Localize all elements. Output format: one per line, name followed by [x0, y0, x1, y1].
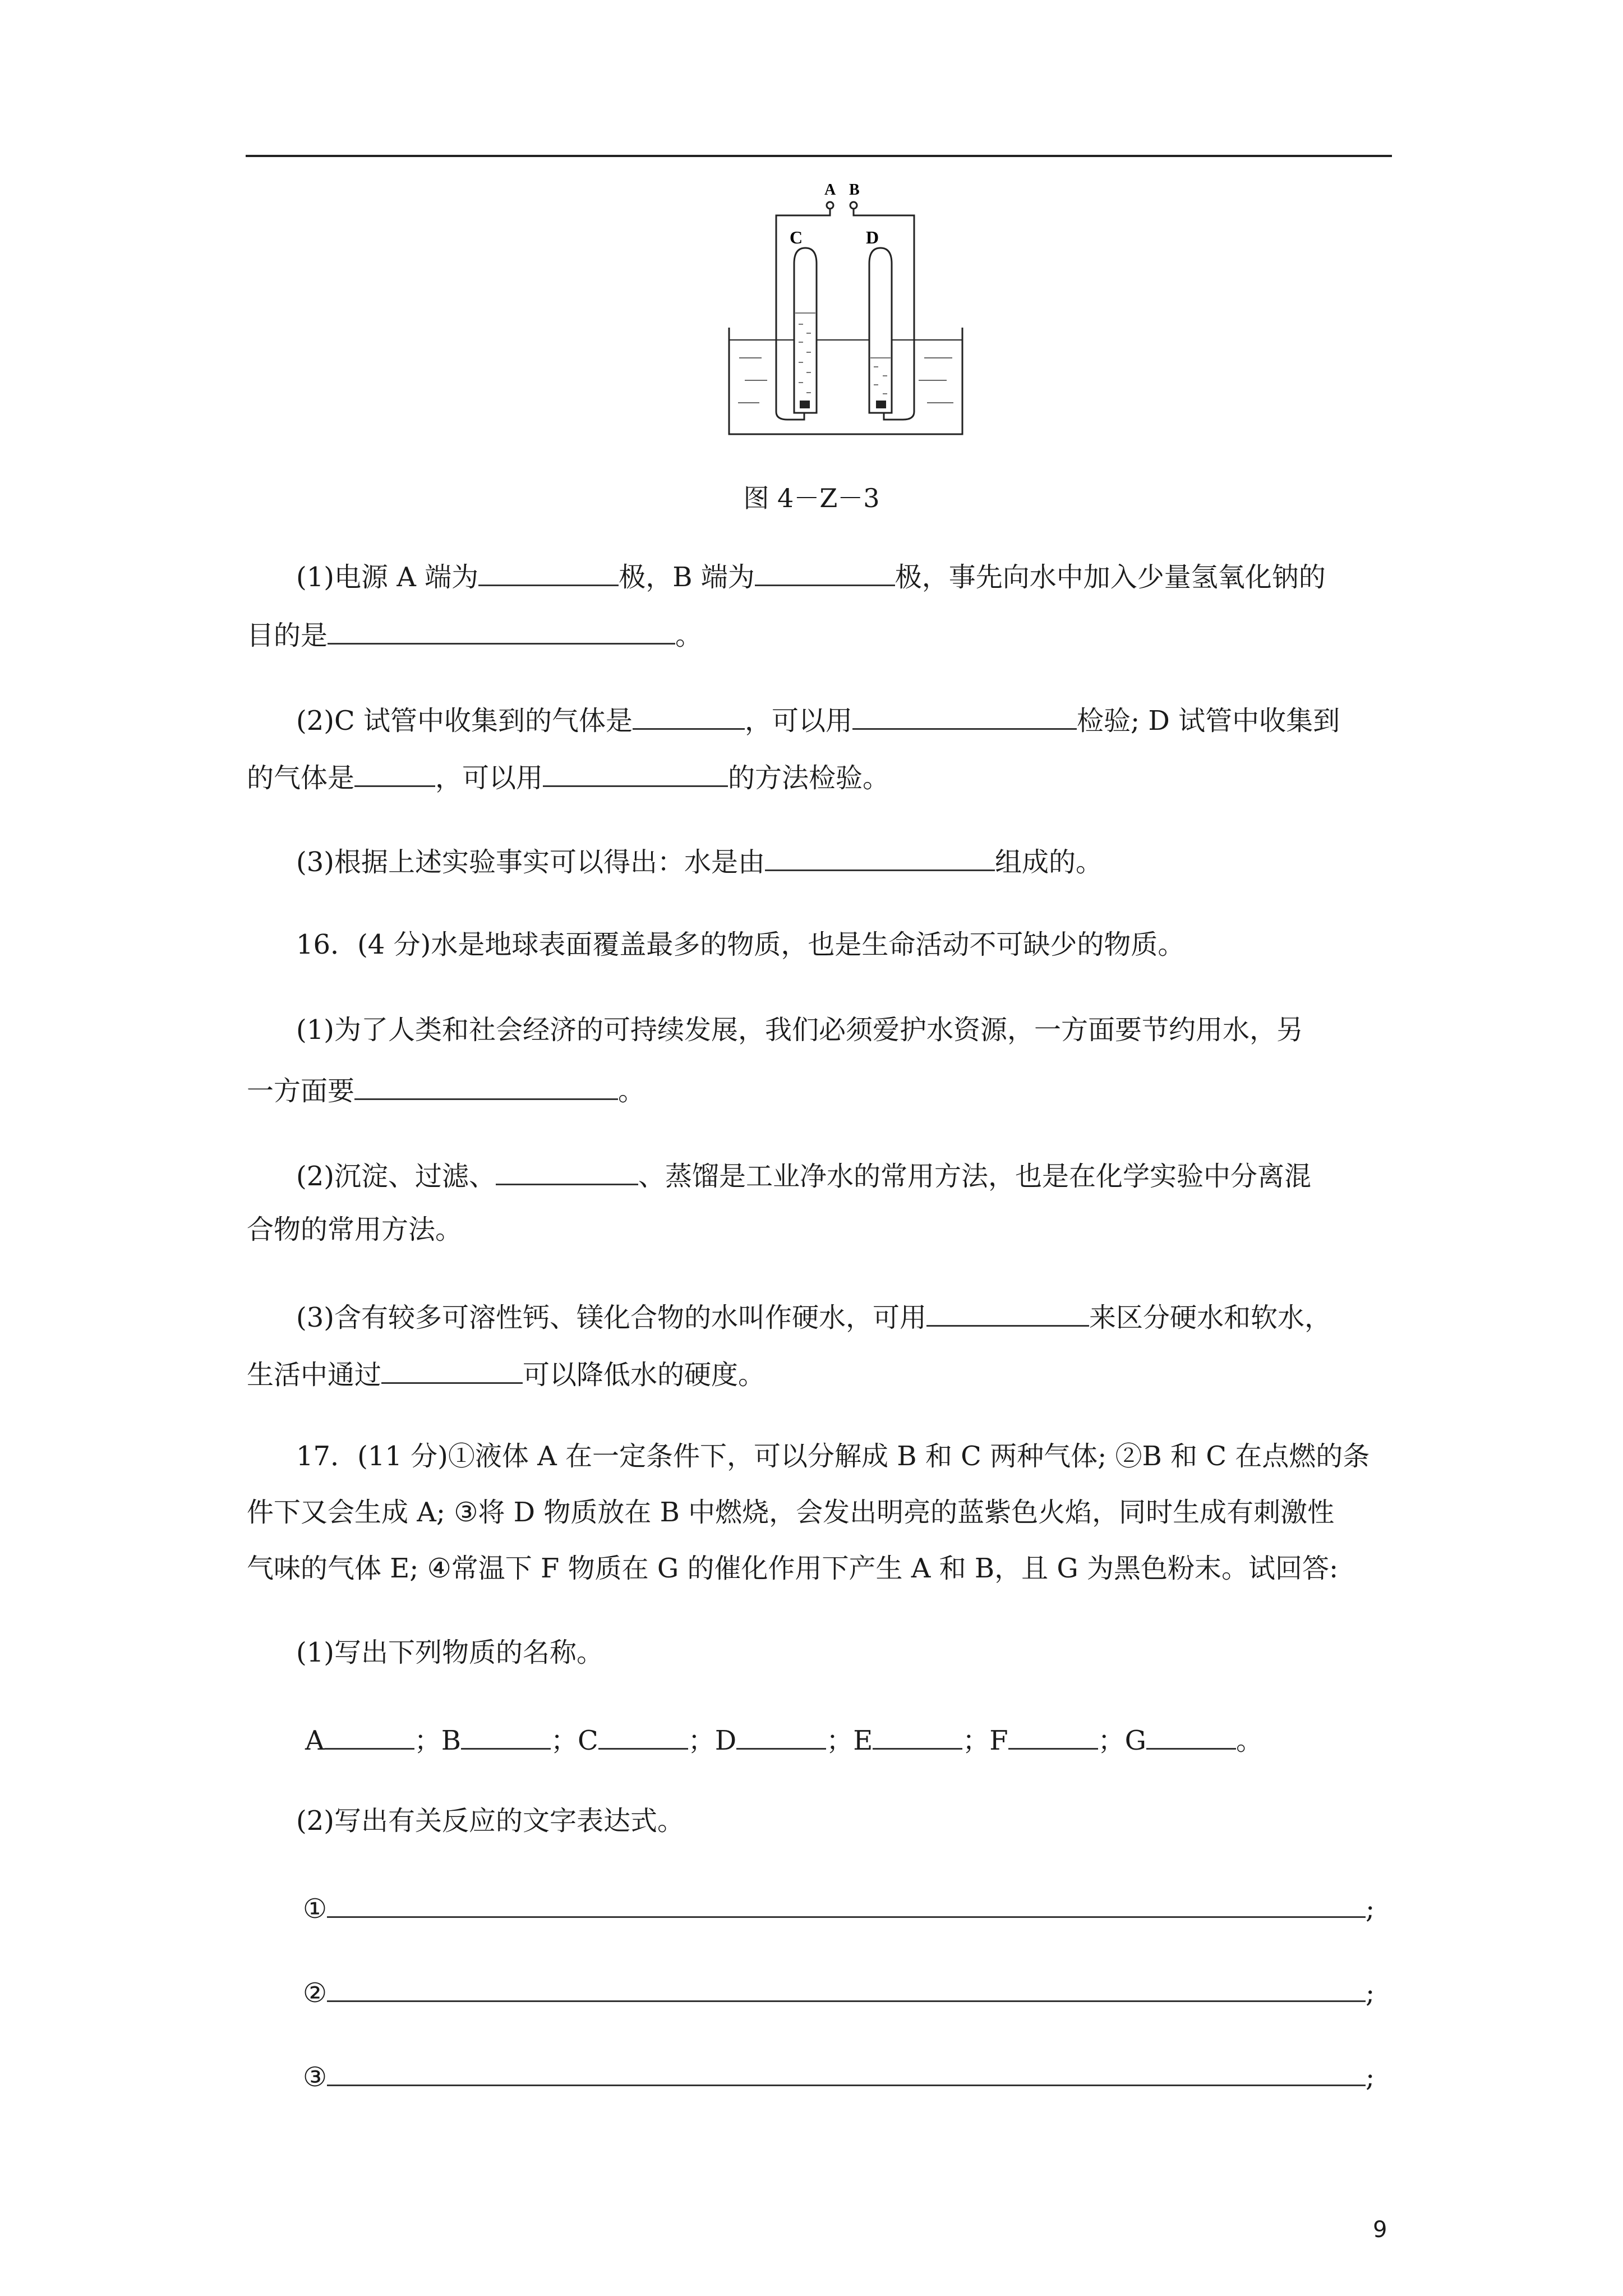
blank-name-e[interactable] [873, 1723, 962, 1750]
blank-name-d[interactable] [736, 1723, 826, 1750]
electrode-d [876, 401, 886, 408]
page-number: 9 [1373, 2217, 1387, 2243]
label-a: A [824, 181, 836, 199]
label-b: B [849, 181, 860, 199]
blank-gas-c[interactable] [633, 703, 745, 730]
q17-stem-line3: 气味的气体 E; ④常温下 F 物质在 G 的催化作用下产生 A 和 B，且 G 为黑色粉末。试回答: [247, 1553, 1339, 1584]
q16-part1-line2: 一方面要 。 [247, 1074, 645, 1105]
q17-equation-1: ① ; [303, 1892, 1375, 1922]
blank-equation-1[interactable] [327, 1892, 1366, 1918]
blank-test-c[interactable] [852, 703, 1077, 730]
blank-name-b[interactable] [461, 1723, 551, 1750]
blank-name-a[interactable] [325, 1723, 414, 1750]
label-d: D [866, 227, 879, 247]
blank-name-f[interactable] [1008, 1723, 1098, 1750]
blank-purification-method[interactable] [496, 1159, 638, 1185]
blank-protect-water[interactable] [354, 1074, 618, 1100]
test-tube-c [794, 248, 817, 413]
blank-name-g[interactable] [1146, 1723, 1236, 1750]
blank-hard-water-test[interactable] [926, 1300, 1089, 1327]
q15-part1-line2: 目的是 。 [247, 618, 702, 649]
terminal-a [827, 202, 833, 209]
q17-equation-3: ③ ; [303, 2060, 1375, 2091]
q17-part2: (2)写出有关反应的文字表达式。 [296, 1805, 684, 1837]
terminal-b [850, 202, 857, 209]
q16-stem: 16．(4 分)水是地球表面覆盖最多的物质，也是生命活动不可缺少的物质。 [296, 929, 1185, 960]
q17-part1: (1)写出下列物质的名称。 [296, 1637, 603, 1668]
q16-part1-line1: (1)为了人类和社会经济的可持续发展，我们必须爱护水资源，一方面要节约用水，另 [296, 1014, 1303, 1046]
blank-softening-method[interactable] [381, 1358, 523, 1384]
blank-naoh-purpose[interactable] [328, 618, 675, 645]
electrode-c [800, 401, 810, 408]
figure-caption: 图 4－Z－3 [743, 483, 880, 513]
blank-equation-3[interactable] [327, 2060, 1366, 2086]
q16-part3-line2: 生活中通过 可以降低水的硬度。 [247, 1358, 765, 1388]
q16-part2-line1: (2)沉淀、过滤、 、蒸馏是工业净水的常用方法，也是在化学实验中分离混 [296, 1159, 1311, 1190]
q16-part2-line2: 合物的常用方法。 [247, 1214, 463, 1245]
blank-a-pole[interactable] [478, 560, 619, 586]
blank-gas-d[interactable] [354, 761, 435, 787]
q17-stem-line1: 17．(11 分)①液体 A 在一定条件下，可以分解成 B 和 C 两种气体; ②B 和 C 在点燃的条 [296, 1441, 1370, 1472]
blank-b-pole[interactable] [755, 560, 895, 586]
electrolysis-apparatus-figure [734, 181, 958, 442]
q16-part3-line1: (3)含有较多可溶性钙、镁化合物的水叫作硬水，可用 来区分硬水和软水， [296, 1300, 1331, 1331]
header-rule [246, 155, 1392, 157]
q17-stem-line2: 件下又会生成 A; ③将 D 物质放在 B 中燃烧，会发出明亮的蓝紫色火焰，同时生成有刺激性 [247, 1497, 1335, 1528]
blank-water-composition[interactable] [765, 845, 995, 871]
test-tube-d [869, 248, 892, 413]
q15-part3: (3)根据上述实验事实可以得出：水是由 组成的。 [296, 845, 1103, 876]
q15-part2-line1: (2)C 试管中收集到的气体是 ，可以用 检验; D 试管中收集到 [296, 703, 1340, 734]
label-c: C [790, 227, 803, 247]
blank-name-c[interactable] [598, 1723, 688, 1750]
blank-equation-2[interactable] [327, 1976, 1366, 2002]
q15-part2-line2: 的气体是 ，可以用 的方法检验。 [247, 761, 889, 792]
blank-test-d[interactable] [543, 761, 728, 787]
q17-names-row: A ；B ；C ；D ；E ；F ；G 。 [305, 1723, 1263, 1754]
q17-equation-2: ② ; [303, 1976, 1375, 2007]
q15-part1-line1: (1)电源 A 端为 极，B 端为 极，事先向水中加入少量氢氧化钠的 [296, 560, 1326, 591]
